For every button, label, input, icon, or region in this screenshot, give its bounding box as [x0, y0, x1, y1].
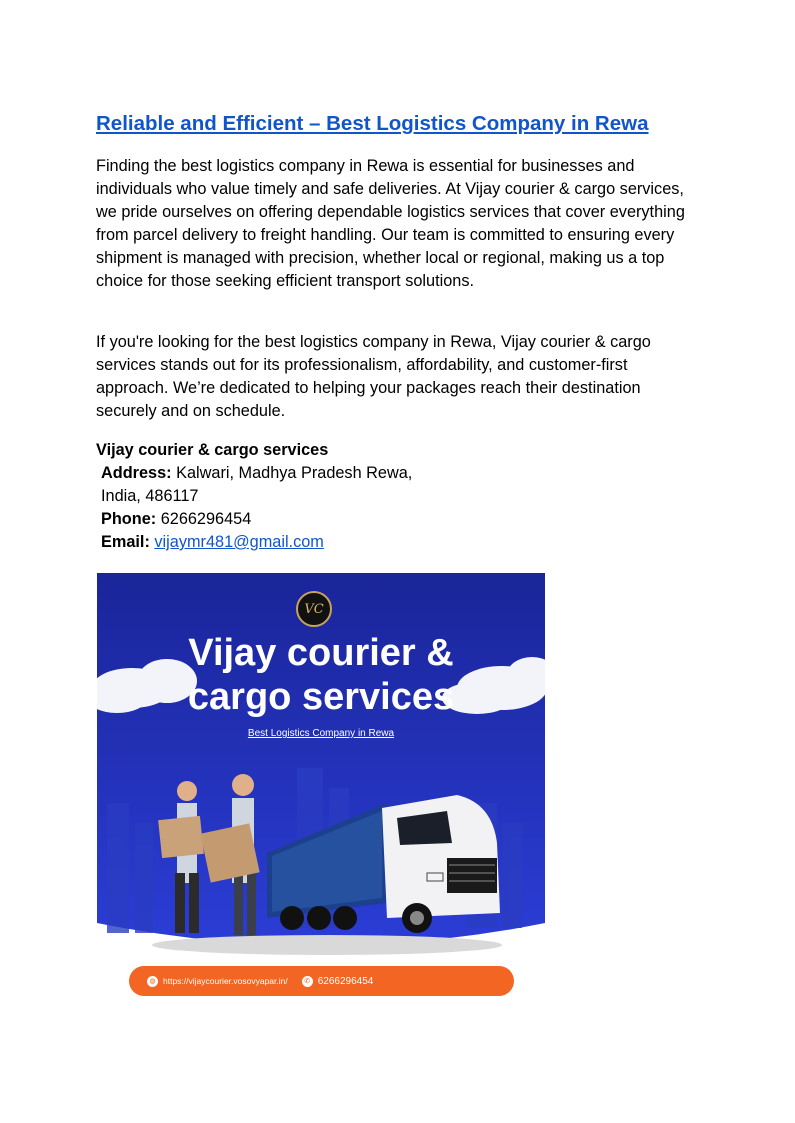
banner-title [97, 631, 545, 719]
contact-pill [129, 966, 514, 996]
page-heading[interactable]: Reliable and Efficient – Best Logistics Company in Rewa [96, 112, 649, 135]
email-link[interactable]: vijaymr481@gmail.com [154, 533, 324, 551]
pill-phone-number: 6266296454 [317, 975, 374, 987]
phone-row [96, 508, 412, 531]
globe-icon: ◍ [147, 976, 158, 987]
email-row [96, 531, 412, 554]
company-name: Vijay courier & cargo services [96, 441, 329, 459]
banner-title-line2: cargo services [187, 676, 455, 718]
pill-phone[interactable] [302, 976, 374, 987]
address-label: Address: [101, 464, 172, 482]
email-label: Email: [101, 533, 150, 551]
contact-block [96, 439, 412, 554]
website-text[interactable]: https://vijaycourier.vosovyapar.in/ [163, 976, 288, 986]
paragraph-benefits: If you're looking for the best logistics company in Rewa, Vijay courier & cargo services stands out for its professionalism, affordability, and customer-first approach. We’re dedicated to helping your packages reach their destination securely and on schedule. [96, 333, 651, 420]
paragraph-intro: Finding the best logistics company in Rewa is essential for businesses and individuals who value timely and safe deliveries. At Vijay courier & cargo services, we pride ourselves on offering dependable logistics services that cover everything from parcel delivery to freight handling. Our team is committed to ensuring every shipment is managed with precision, whether local or regional, making us a top choice for those seeking efficient transport solutions. [96, 157, 685, 290]
phone-label: Phone: [101, 510, 157, 528]
promo-banner [97, 573, 545, 1003]
banner-title-line1: Vijay courier & [188, 632, 454, 674]
address-row [96, 462, 412, 485]
banner-subtitle[interactable]: Best Logistics Company in Rewa [247, 728, 395, 739]
brand-logo: VC [296, 591, 332, 627]
address-line2: India, 486117 [101, 487, 199, 505]
address-line1: Kalwari, Madhya Pradesh Rewa, [176, 464, 413, 482]
phone-icon: ✆ [302, 976, 313, 987]
phone-value: 6266296454 [160, 510, 252, 528]
